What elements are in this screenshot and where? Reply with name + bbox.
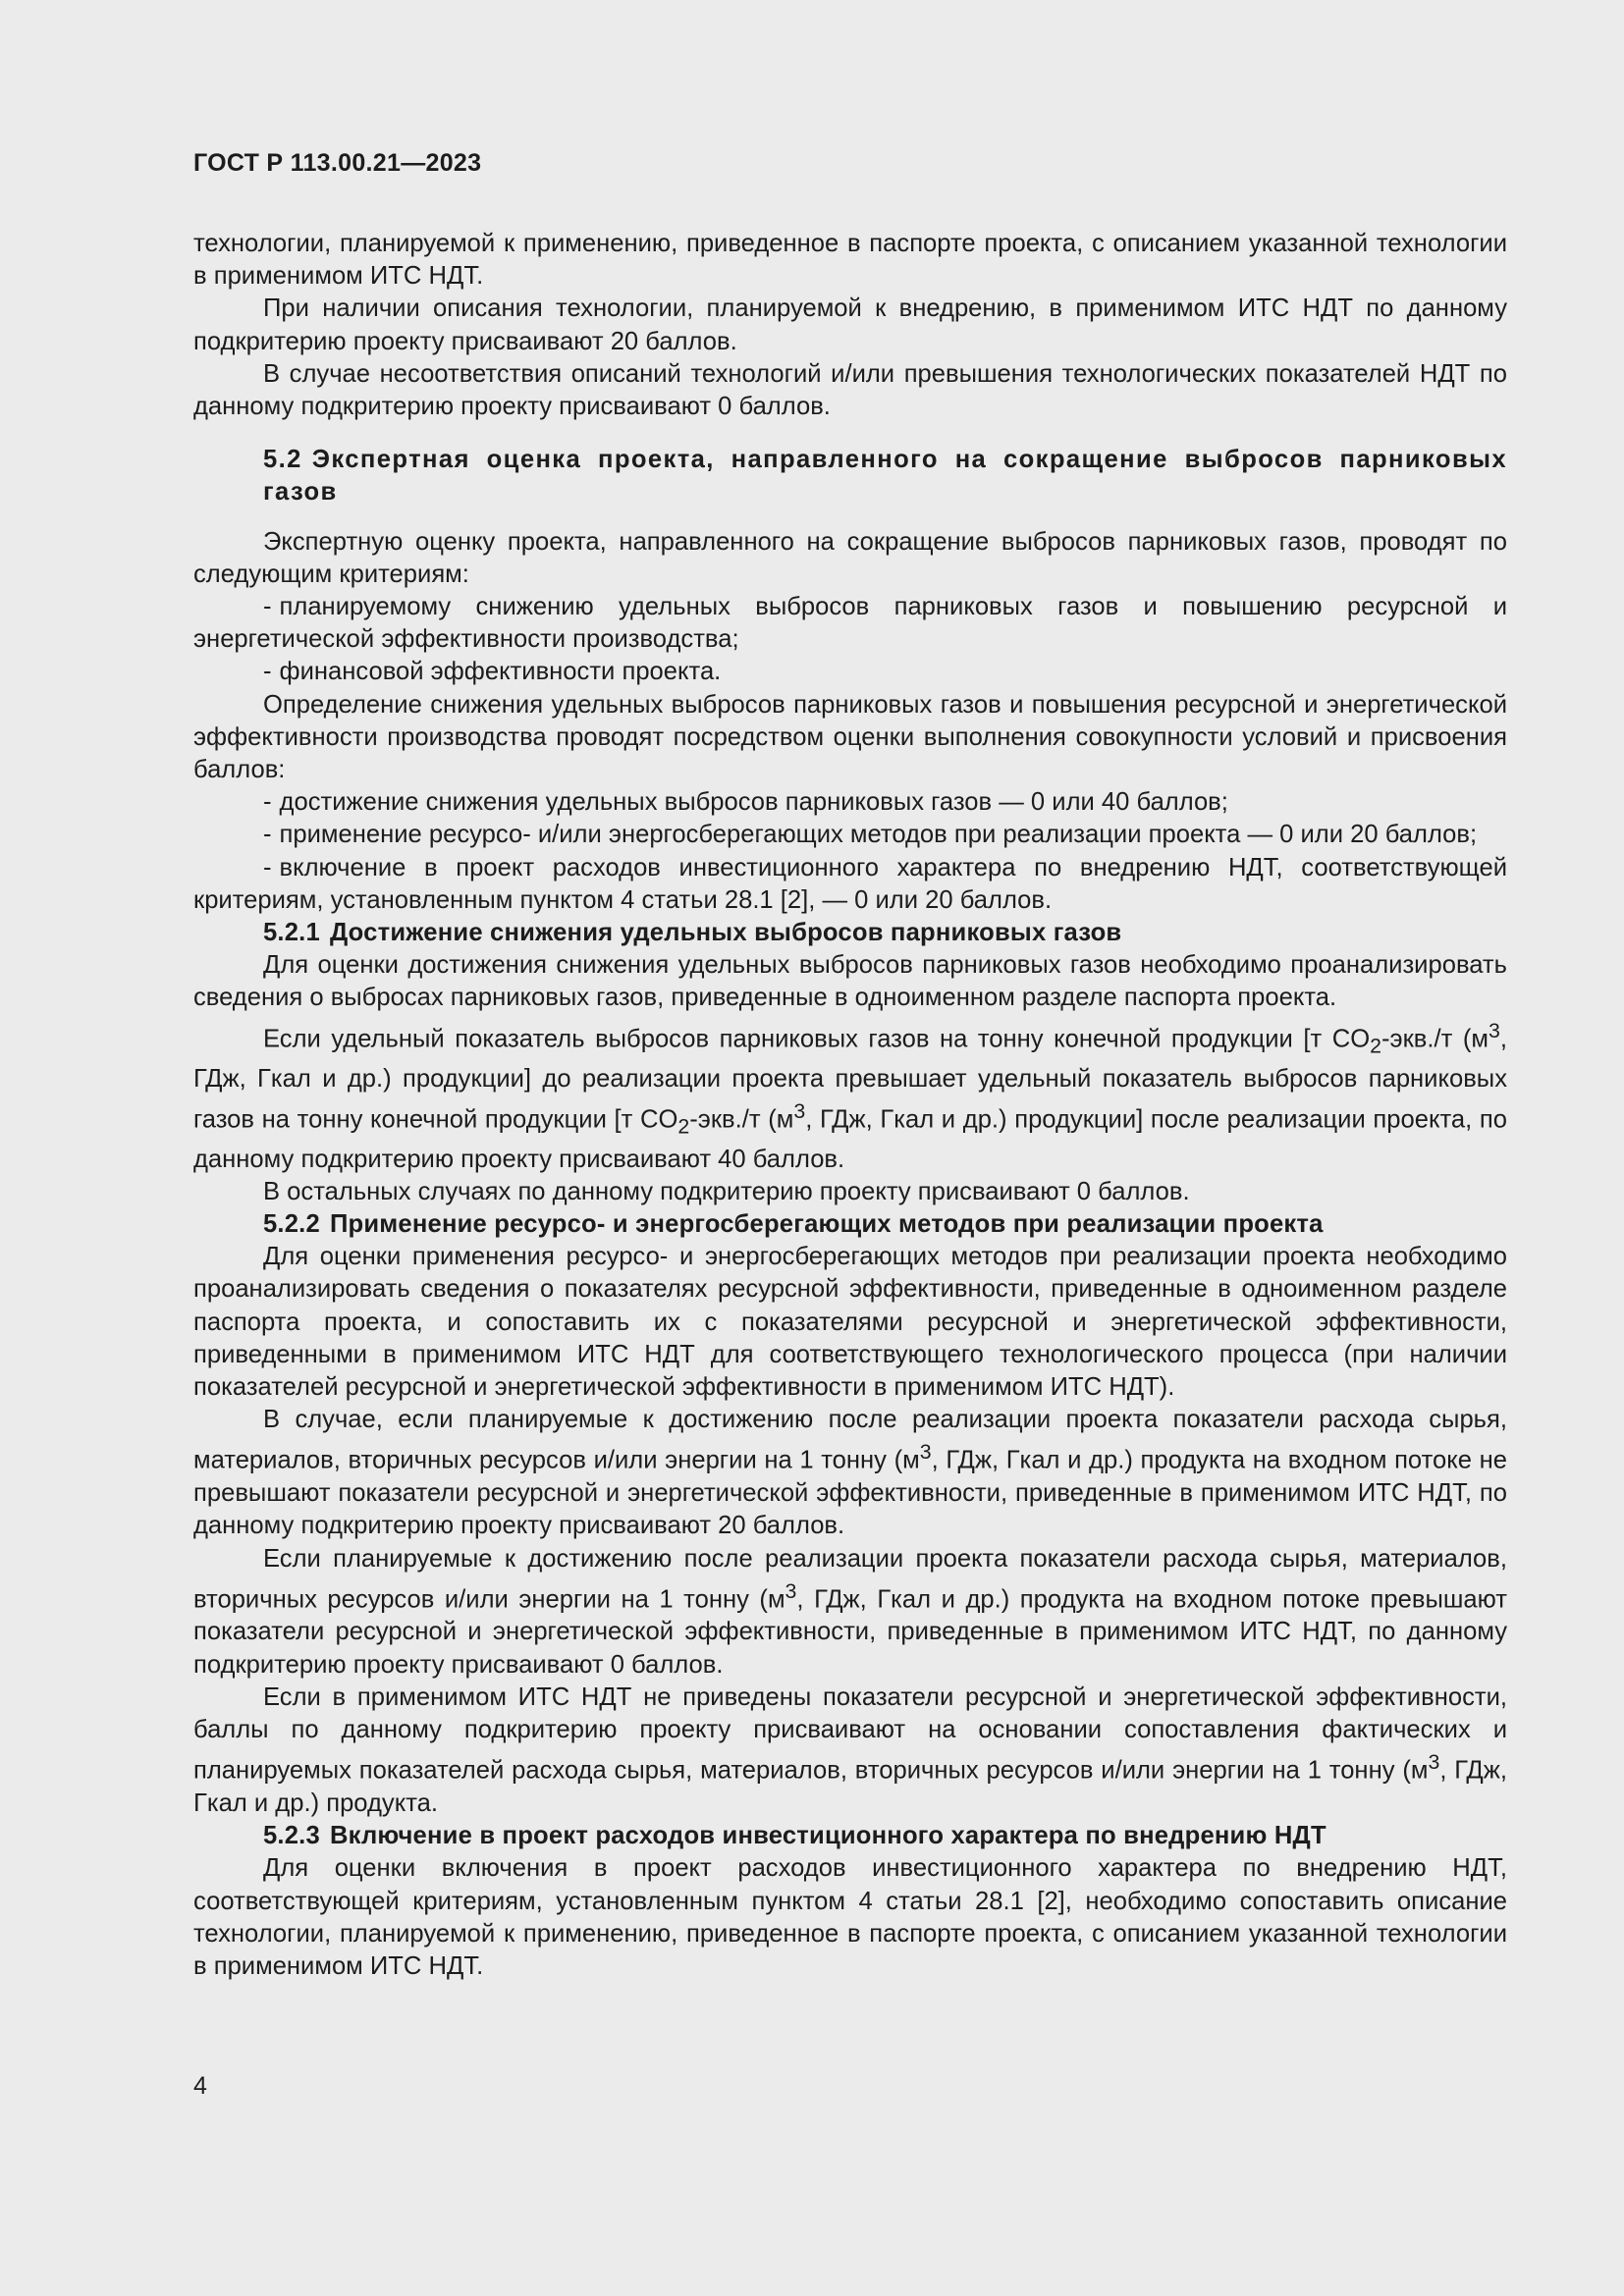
- list-item-text: применение ресурсо- и/или энергосберегающих методов при реализации проекта — 0 или 20 баллов;: [279, 821, 1478, 849]
- heading-number: 5.2.2: [263, 1209, 320, 1238]
- list-item-text: включение в проект расходов инвестиционного характера по внедрению НДТ, соответствующей критериям, установленным пунктом 4 статьи 28.1 [2], — 0 или 20 баллов.: [193, 853, 1507, 914]
- paragraph: Для оценки применения ресурсо- и энергосберегающих методов при реализации проекта необходимо проанализировать сведения о показателях ресурсной эффективности, приведенные в одноименном разделе паспорта проекта, и сопоставить их с показателями ресурсной и энергетической эффективности, приведенными в применимом ИТС НДТ для соответствующего технологического процесса (при наличии показателей ресурсной и энергетической эффективности в применимом ИТС НДТ).: [193, 1243, 1507, 1401]
- heading-text: Применение ресурсо- и энергосберегающих методов при реализации проекта: [329, 1209, 1324, 1238]
- list-dash: -: [263, 658, 272, 686]
- paragraph: В случае несоответствия описаний технологий и/или превышения технологических показателей НДТ по данному подкритерию проекту присваивают 0 баллов.: [193, 359, 1507, 421]
- heading-number: 5.2: [263, 446, 302, 474]
- heading-number: 5.2.3: [263, 1822, 320, 1850]
- list-dash: -: [263, 853, 272, 881]
- page-number: 4: [193, 2072, 207, 2100]
- document-header: ГОСТ Р 113.00.21—2023: [193, 149, 482, 177]
- list-item-text: финансовой эффективности проекта.: [279, 658, 722, 686]
- subsection-heading: [193, 917, 1507, 949]
- paragraph: В остальных случаях по данному подкритерию проекту присваивают 0 баллов.: [263, 1177, 1190, 1205]
- paragraph: Если удельный показатель выбросов парниковых газов на тонну конечной продукции [т $CO_2-экв./т$ ($м^3$, ГДж, Гкал и др.) продукции] до реализации проекта превышает удельный показатель выбросов парниковых газов на тонну конечной продукции [т $CO_2-экв./т$ ($м^3$, ГДж, Гкал и др.) продукции] после реализации проекта, по данному подкритерию проекту присваивают 40 баллов.: [193, 1018, 1507, 1173]
- paragraph: В случае, если планируемые к достижению после реализации проекта показатели расхода сырья, материалов, вторичных ресурсов и/или энергии на 1 тонну ($м^3$, ГДж, Гкал и др.) продукта на входном потоке не превышают показатели ресурсной и энергетической эффективности, приведенные в применимом ИТС НДТ, по данному подкритерию проекту присваивают 20 баллов.: [193, 1406, 1507, 1540]
- list-item: [193, 819, 1507, 851]
- list-dash: -: [263, 788, 272, 817]
- list-item: [193, 656, 1507, 688]
- heading-text: Включение в проект расходов инвестиционного характера по внедрению НДТ: [329, 1822, 1326, 1850]
- list-dash: -: [263, 821, 272, 849]
- paragraph: Для оценки достижения снижения удельных выбросов парниковых газов необходимо проанализировать сведения о выбросах парниковых газов, приведенные в одноименном разделе паспорта проекта.: [193, 951, 1507, 1012]
- paragraph: технологии, планируемой к применению, приведенное в паспорте проекта, с описанием указанной технологии в применимом ИТС НДТ.: [193, 230, 1507, 291]
- list-item-text: планируемому снижению удельных выбросов парниковых газов и повышению ресурсной и энергетической эффективности производства;: [193, 593, 1507, 654]
- subsection-heading: [193, 1820, 1507, 1852]
- list-dash: -: [263, 593, 272, 621]
- subsection-heading: [193, 1208, 1507, 1241]
- paragraph: Если в применимом ИТС НДТ не приведены показатели ресурсной и энергетической эффективности, баллы по данному подкритерию проекту присваивают на основании сопоставления фактических и планируемых показателей расхода сырья, материалов, вторичных ресурсов и/или энергии на 1 тонну ($м^3$, ГДж, Гкал и др.) продукта.: [193, 1682, 1508, 1818]
- paragraph: Для оценки включения в проект расходов инвестиционного характера по внедрению НДТ, соответствующей критериям, установленным пунктом 4 статьи 28.1 [2], необходимо сопоставить описание технологии, планируемой к применению, приведенное в паспорте проекта, с описанием указанной технологии в применимом ИТС НДТ.: [193, 1854, 1507, 1981]
- list-item-text: достижение снижения удельных выбросов парниковых газов — 0 или 40 баллов;: [279, 788, 1228, 817]
- section-heading: [193, 444, 1507, 508]
- heading-number: 5.2.1: [263, 919, 320, 947]
- heading-text: Достижение снижения удельных выбросов парниковых газов: [329, 919, 1122, 947]
- list-item: [193, 786, 1507, 819]
- paragraph: Если планируемые к достижению после реализации проекта показатели расхода сырья, материалов, вторичных ресурсов и/или энергии на 1 тонну ($м^3$, ГДж, Гкал и др.) продукта на входном потоке превышают показатели ресурсной и энергетической эффективности, приведенные в применимом ИТС НДТ, по данному подкритерию проекту присваивают 0 баллов.: [193, 1544, 1507, 1679]
- list-item: [193, 591, 1507, 656]
- heading-text: Экспертная оценка проекта, направленного на сокращение выбросов парниковых газов: [263, 446, 1507, 507]
- paragraph: При наличии описания технологии, планируемой к внедрению, в применимом ИТС НДТ по данному подкритерию проекту присваивают 20 баллов.: [193, 294, 1507, 355]
- document-body: [193, 228, 1507, 1983]
- list-item: [193, 852, 1507, 917]
- paragraph: Экспертную оценку проекта, направленного на сокращение выбросов парниковых газов, проводят по следующим критериям:: [193, 527, 1507, 588]
- paragraph: Определение снижения удельных выбросов парниковых газов и повышения ресурсной и энергетической эффективности производства проводят посредством оценки выполнения совокупности условий и присвоения баллов:: [193, 690, 1507, 784]
